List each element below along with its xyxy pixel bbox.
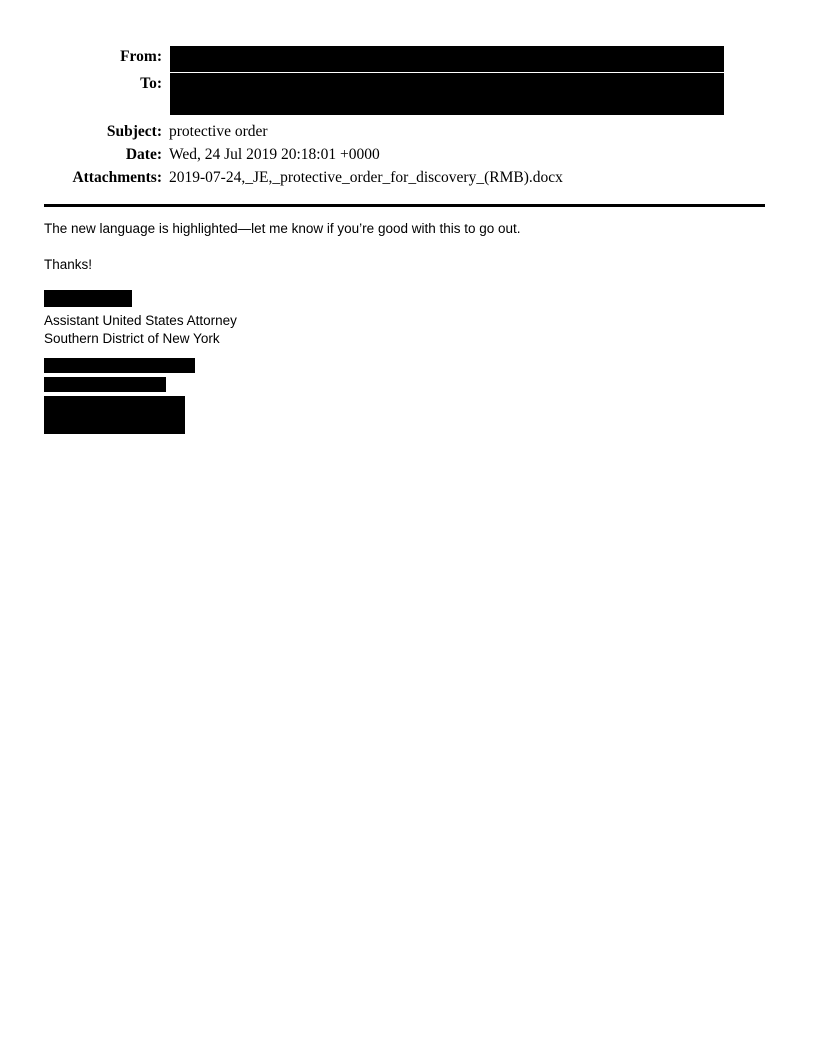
redaction-bar-signature-name <box>44 290 132 307</box>
header-row-attachments <box>44 167 772 189</box>
header-row-to <box>44 73 772 115</box>
header-value-attachments: 2019-07-24,_JE,_protective_order_for_discovery_(RMB).docx <box>169 169 563 186</box>
redaction-bar-to <box>170 73 724 115</box>
header-row-from <box>44 46 772 72</box>
header-divider <box>44 204 765 207</box>
email-body <box>44 220 744 292</box>
header-row-subject <box>44 121 772 143</box>
header-label-from: From: <box>120 48 162 65</box>
signature-text <box>44 312 444 348</box>
header-label-to: To: <box>140 75 162 92</box>
signature-block <box>44 290 444 434</box>
redaction-bar-from <box>170 46 724 72</box>
body-paragraph-1: The new language is highlighted—let me know if you’re good with this to go out. <box>44 221 521 236</box>
header-label-subject: Subject: <box>106 123 162 140</box>
signature-title: Assistant United States Attorney <box>44 313 237 328</box>
body-paragraph-2: Thanks! <box>44 257 93 272</box>
email-header <box>44 46 772 190</box>
header-label-attachments: Attachments: <box>72 169 162 186</box>
redaction-bar-signature-line-3 <box>44 396 185 434</box>
header-value-subject: protective order <box>169 123 268 140</box>
header-value-from <box>168 46 772 72</box>
header-label-date: Date: <box>125 146 162 163</box>
header-value-date: Wed, 24 Jul 2019 20:18:01 +0000 <box>169 146 380 163</box>
header-value-to <box>168 73 772 115</box>
redaction-bar-signature-line-2 <box>44 377 166 392</box>
header-row-date <box>44 144 772 166</box>
signature-office: Southern District of New York <box>44 331 220 346</box>
redaction-bar-signature-line-1 <box>44 358 195 373</box>
